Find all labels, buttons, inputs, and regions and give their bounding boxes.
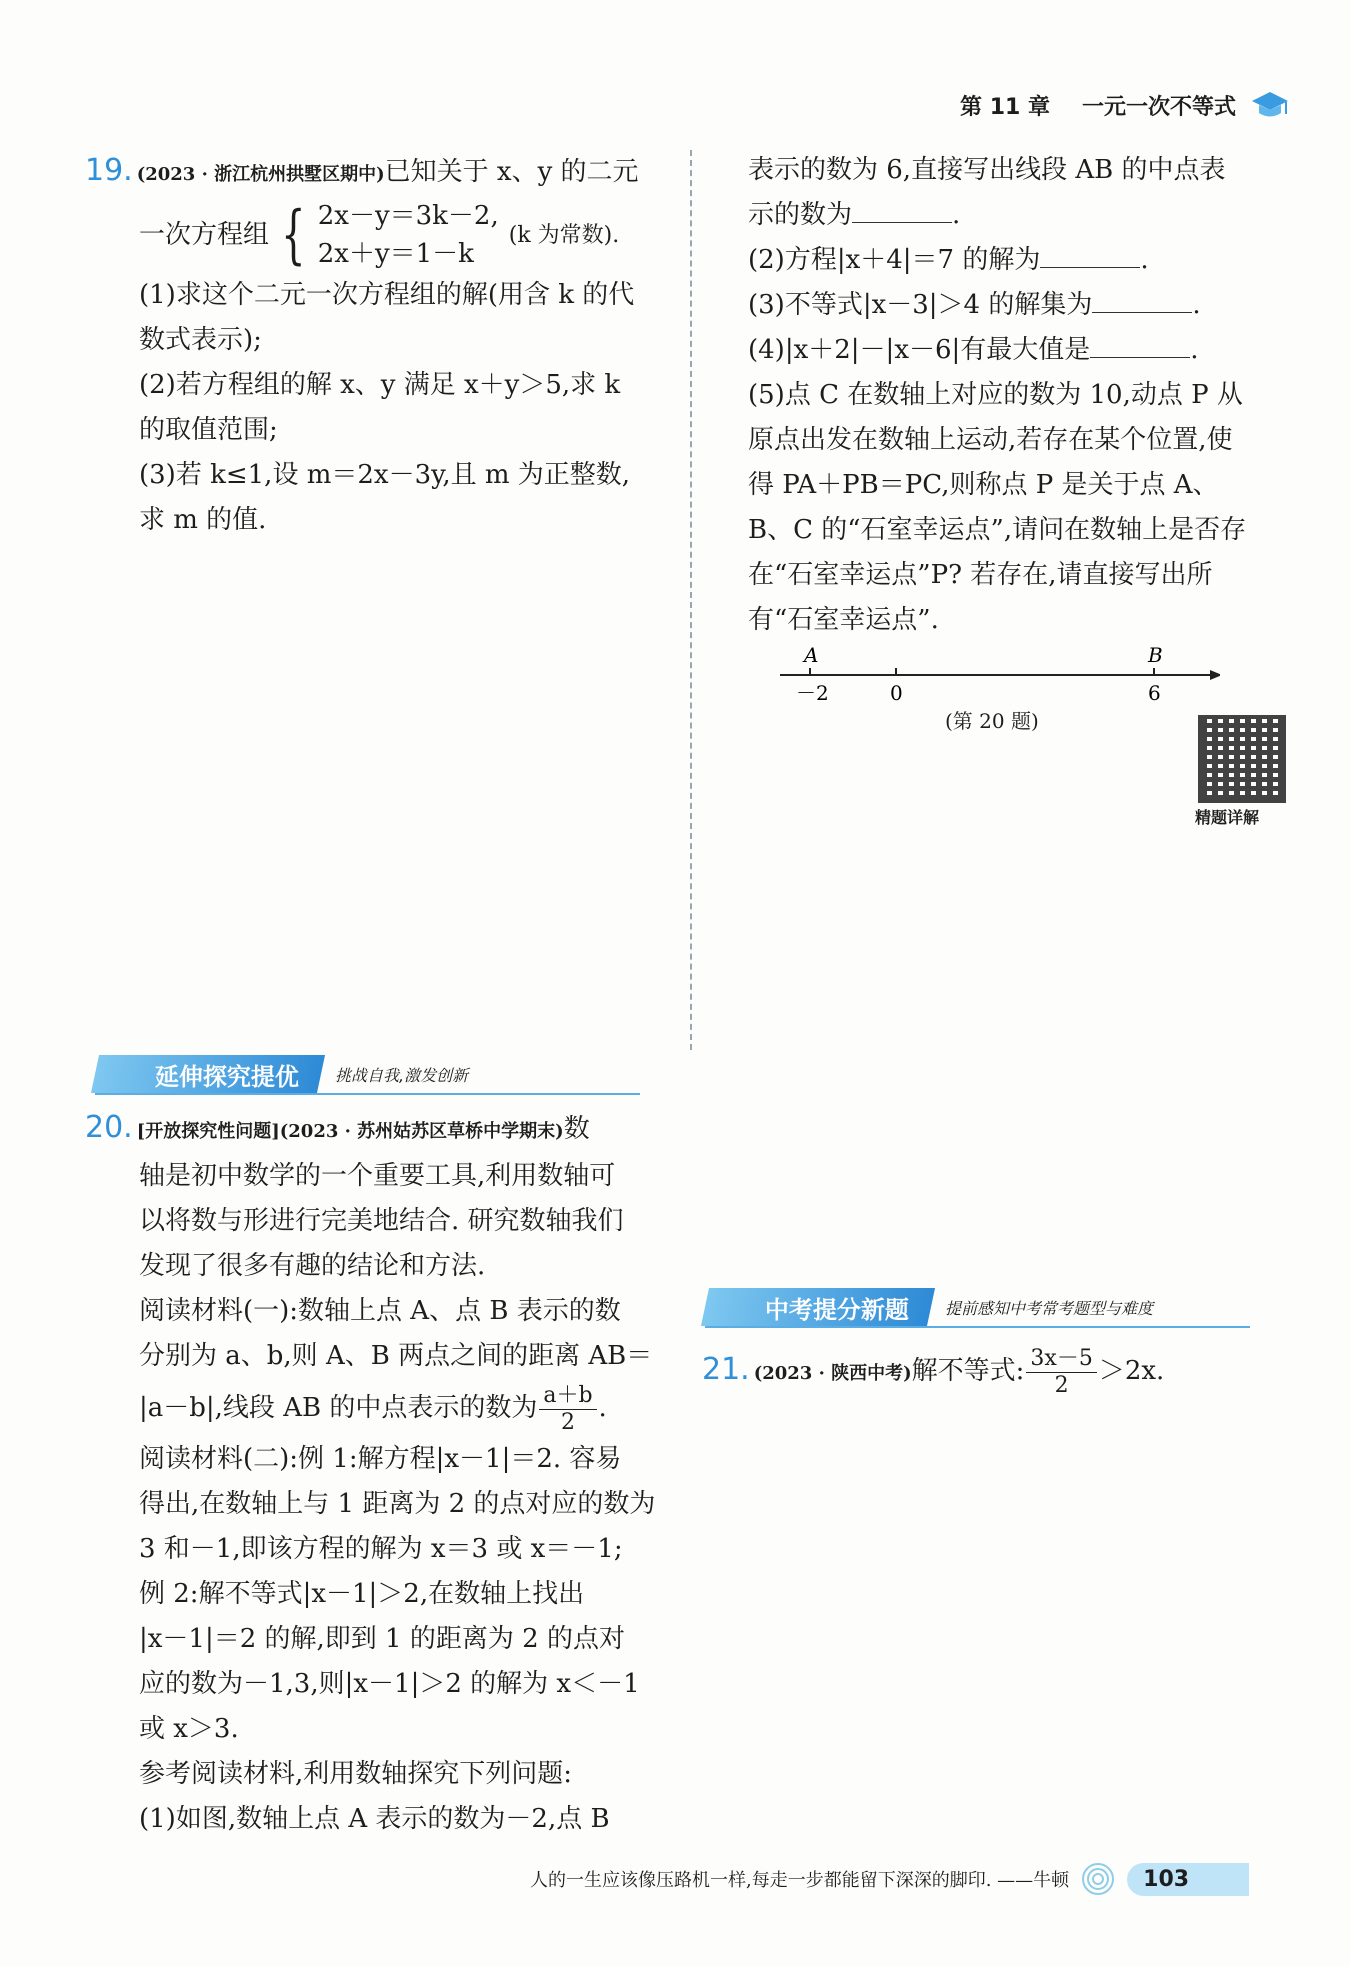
- sub-question-1: (1)求这个二元一次方程组的解(用含 k 的代: [139, 280, 635, 310]
- page-number: 103: [1127, 1863, 1249, 1896]
- fraction-denominator: 2: [560, 1409, 575, 1435]
- banner-title: 延伸探究提优: [91, 1055, 325, 1093]
- qr-code-label: 精题详解: [1195, 808, 1260, 827]
- page-header: [960, 88, 1290, 122]
- question-text: 解不等式:: [911, 1356, 1025, 1386]
- figure-caption: (第 20 题): [945, 709, 1039, 733]
- question-text: 在“石室幸运点”P? 若存在,请直接写出所: [748, 560, 1213, 590]
- question-text: (3)不等式|x－3|＞4 的解集为: [748, 290, 1093, 320]
- banner-title: 中考提分新题: [701, 1288, 935, 1326]
- question-text-with-fraction: [95, 1379, 675, 1437]
- question-text: |x－1|＝2 的解,即到 1 的距离为 2 的点对: [139, 1624, 625, 1654]
- section-banner-exam: [705, 1288, 1250, 1326]
- answer-line-1: [748, 193, 1288, 238]
- sub-question-1-cont: 数式表示);: [139, 325, 262, 355]
- question-source: (2023 · 浙江杭州拱墅区期中): [136, 164, 385, 185]
- question-number: 21.: [702, 1352, 750, 1387]
- period: .: [1192, 290, 1201, 320]
- question-text: (5)点 C 在数轴上对应的数为 10,动点 P 从: [748, 380, 1243, 410]
- question-text: 得出,在数轴上与 1 距离为 2 的点对应的数为: [139, 1489, 656, 1519]
- brace-symbol: {: [281, 198, 306, 272]
- question-number: 19.: [85, 153, 133, 188]
- answer-blank[interactable]: [1040, 239, 1140, 268]
- question-text: 发现了很多有趣的结论和方法.: [139, 1251, 486, 1281]
- banner-subtitle: 挑战自我,激发创新: [335, 1065, 469, 1085]
- question-text: 应的数为－1,3,则|x－1|＞2 的解为 x＜－1: [139, 1669, 640, 1699]
- section-banner-extension: [95, 1055, 640, 1093]
- footer-quote: 人的一生应该像压路机一样,每走一步都能留下深深的脚印. ——牛顿: [530, 1870, 1070, 1891]
- question-text: 表示的数为 6,直接写出线段 AB 的中点表: [748, 155, 1226, 185]
- column-divider: [690, 150, 692, 1050]
- sub-question-2-cont: 的取值范围;: [139, 415, 278, 445]
- qr-code[interactable]: [1198, 715, 1286, 803]
- question-text: 示的数为: [748, 200, 853, 230]
- period: .: [1190, 335, 1199, 365]
- question-text: 得 PA＋PB＝PC,则称点 P 是关于点 A、: [748, 470, 1219, 500]
- question-19: [85, 148, 675, 543]
- equation-note: (k 为常数).: [508, 222, 620, 248]
- page-footer: [530, 1862, 1249, 1896]
- question-source: [开放探究性问题](2023 · 苏州姑苏区草桥中学期末): [136, 1121, 564, 1142]
- question-text: 分别为 a、b,则 A、B 两点之间的距离 AB＝: [139, 1341, 653, 1371]
- question-text: 阅读材料(一):数轴上点 A、点 B 表示的数: [139, 1296, 621, 1326]
- question-text: 3 和－1,即该方程的解为 x＝3 或 x＝－1;: [139, 1534, 623, 1564]
- chapter-number: 第 11 章: [960, 94, 1050, 120]
- question-text: 参考阅读材料,利用数轴探究下列问题:: [139, 1759, 573, 1789]
- answer-blank[interactable]: [1092, 284, 1192, 313]
- question-text: ＞2x.: [1098, 1356, 1165, 1386]
- question-text: 以将数与形进行完美地结合. 研究数轴我们: [139, 1206, 624, 1236]
- question-number: 20.: [85, 1110, 133, 1145]
- question-text: 已知关于 x、y 的二元: [384, 157, 639, 187]
- question-20-continued: [748, 148, 1288, 643]
- period: .: [1140, 245, 1149, 275]
- question-text: B、C 的“石室幸运点”,请问在数轴上是否存: [748, 515, 1247, 545]
- inequality-fraction: [1026, 1346, 1096, 1399]
- period: .: [952, 200, 961, 230]
- answer-blank[interactable]: [1090, 329, 1190, 358]
- graduation-cap-icon: [1250, 88, 1290, 122]
- point-a-label: A: [804, 643, 819, 667]
- answer-line-2: [748, 238, 1288, 283]
- tick-label-6: 6: [1148, 681, 1161, 705]
- question-text: 有“石室幸运点”.: [748, 605, 939, 635]
- tick-label-0: 0: [890, 681, 903, 705]
- question-text: 轴是初中数学的一个重要工具,利用数轴可: [139, 1161, 616, 1191]
- equation-2: 2x＋y＝1－k: [317, 239, 474, 269]
- answer-line-3: [748, 283, 1288, 328]
- question-21: [702, 1340, 1272, 1404]
- question-text: 原点出发在数轴上运动,若存在某个位置,使: [748, 425, 1233, 455]
- question-text: (4)|x＋2|－|x－6|有最大值是: [748, 335, 1091, 365]
- question-text: |a－b|,线段 AB 的中点表示的数为: [139, 1393, 538, 1423]
- question-text: 阅读材料(二):例 1:解方程|x－1|＝2. 容易: [139, 1444, 622, 1474]
- question-text: 数: [563, 1114, 590, 1144]
- sub-question-3-cont: 求 m 的值.: [139, 505, 267, 535]
- fraction-numerator: 3x－5: [1026, 1346, 1096, 1373]
- number-line-figure: [770, 640, 1220, 710]
- question-text: (1)如图,数轴上点 A 表示的数为－2,点 B: [139, 1804, 610, 1834]
- question-20: [85, 1105, 675, 1842]
- midpoint-fraction: [539, 1383, 596, 1436]
- question-text: 或 x＞3.: [139, 1714, 239, 1744]
- equation-1: 2x－y＝3k－2,: [317, 201, 499, 231]
- fraction-numerator: a＋b: [539, 1383, 596, 1410]
- number-line-arrow: [1210, 670, 1220, 680]
- fraction-denominator: 2: [1054, 1372, 1069, 1398]
- answer-line-4: [748, 328, 1288, 373]
- tick-label-neg2: －2: [796, 681, 829, 705]
- banner-subtitle: 提前感知中考常考题型与难度: [945, 1298, 1154, 1318]
- spiral-icon: [1081, 1862, 1115, 1896]
- sub-question-3: (3)若 k≤1,设 m＝2x－3y,且 m 为正整数,: [139, 460, 631, 490]
- sub-question-2: (2)若方程组的解 x、y 满足 x＋y＞5,求 k: [139, 370, 621, 400]
- question-text: (2)方程|x＋4|＝7 的解为: [748, 245, 1041, 275]
- question-text: 例 2:解不等式|x－1|＞2,在数轴上找出: [139, 1579, 585, 1609]
- point-b-label: B: [1148, 643, 1163, 667]
- answer-blank[interactable]: [852, 194, 952, 223]
- question-source: (2023 · 陕西中考): [753, 1363, 912, 1384]
- period: .: [598, 1393, 607, 1423]
- equation-system: [318, 197, 499, 273]
- question-text: 一次方程组: [139, 219, 270, 250]
- chapter-title: 一元一次不等式: [1081, 94, 1236, 120]
